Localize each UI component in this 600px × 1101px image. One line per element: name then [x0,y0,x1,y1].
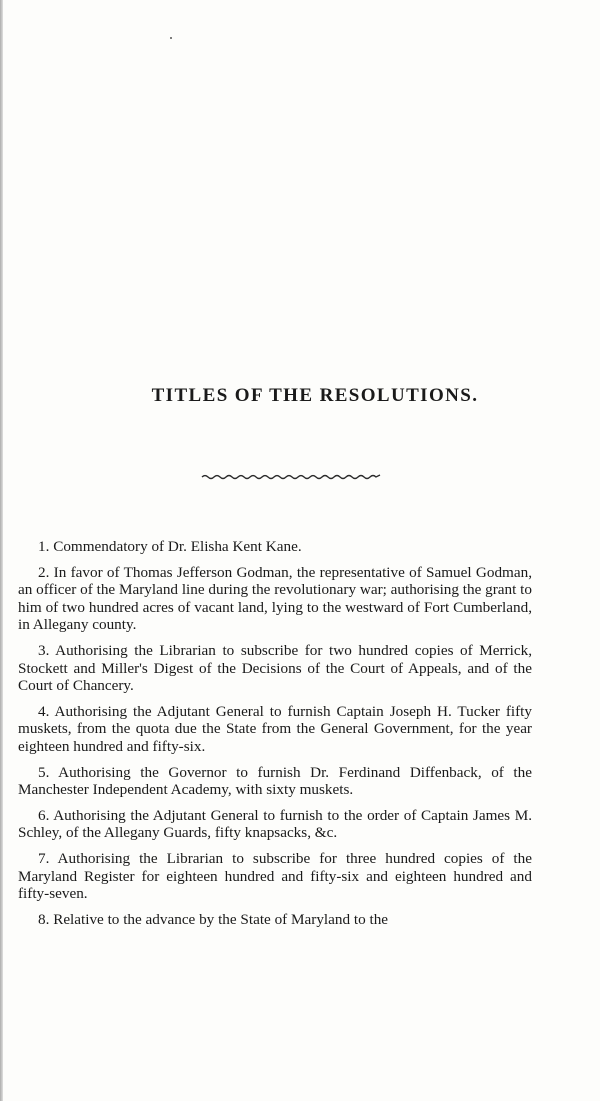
wavy-rule-ornament [200,470,382,482]
resolution-text: Authorising the Librarian to subscribe for three hundred copies of the Maryland Register for eighteen hundred and fifty-six and eighteen hundred and fifty-seven. [18,849,532,903]
page-edge [0,0,3,1101]
resolution-number: 5. [38,763,50,781]
resolution-item [18,703,532,756]
page-title: TITLES OF THE RESOLUTIONS. [151,385,479,406]
resolution-text: Authorising the Adjutant General to furnish Captain Joseph H. Tucker fifty muskets, from the quota due the State from the General Government, for the year eighteen hundred and fifty-six. [18,702,532,755]
resolution-item [18,807,532,842]
resolution-text: Authorising the Librarian to subscribe for two hundred copies of Merrick, Stockett and Miller's Digest of the Decisions of the Court of Appeals, and of the Court of Chancery. [18,641,532,695]
resolution-number: 7. [38,849,50,867]
resolution-text: In favor of Thomas Jefferson Godman, the representative of Samuel Godman, an officer of the Maryland line during the revolutionary war; authorising the grant to him of two hundred acres of vacant land, lying to the westward of Fort Cumberland, in Allegany county. [18,563,532,634]
resolution-item [18,850,532,903]
resolution-number: 2. [38,563,50,581]
print-speck [170,37,172,39]
resolution-item [18,564,532,634]
resolution-item [18,642,532,695]
resolution-text: Relative to the advance by the State of Maryland to the [53,910,389,928]
resolution-item [18,538,532,556]
resolution-number: 1. [38,538,50,555]
resolution-text: Authorising the Governor to furnish Dr. Ferdinand Diffenback, of the Manchester Independent Academy, with sixty muskets. [18,763,532,799]
resolution-text: Authorising the Adjutant General to furnish to the order of Captain James M. Schley, of the Allegany Guards, fifty knapsacks, &c. [18,806,532,842]
resolution-number: 4. [38,702,50,720]
resolution-item [18,764,532,799]
resolution-number: 3. [38,641,50,659]
resolution-number: 6. [38,806,50,824]
resolution-item [18,911,532,929]
resolution-number: 8. [38,910,50,928]
resolutions-list [18,538,532,936]
resolution-text: Commendatory of Dr. Elisha Kent Kane. [53,538,302,555]
